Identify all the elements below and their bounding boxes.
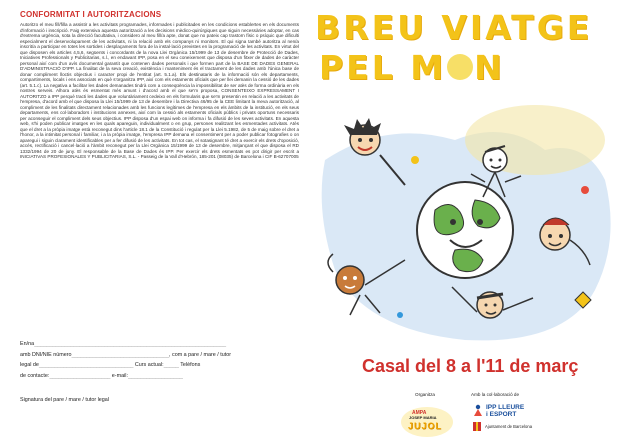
phone-field[interactable]: ____________________ — [49, 372, 111, 379]
dni-suffix: , com a pare / mare / tutor — [169, 351, 232, 358]
title-part-b: N — [474, 48, 505, 87]
name-field[interactable]: _______________________________________________________________ — [34, 341, 226, 347]
form-line-legal — [20, 362, 299, 373]
form-line-contact — [20, 373, 299, 384]
kids-globe-illustration — [305, 100, 625, 350]
ipp-name: IPP LLEURE — [486, 404, 525, 411]
name-label: En/na — [20, 341, 35, 347]
globe-letter-icon — [447, 54, 473, 80]
section-heading: CONFORMITAT I AUTORITZACIONS — [20, 10, 162, 19]
email-field[interactable]: __________________ — [127, 372, 183, 379]
organizer-label: Organitza — [415, 392, 435, 397]
phones-label: Telèfons — [180, 362, 201, 368]
barcelona-shield-icon — [473, 422, 481, 431]
course-field[interactable]: _____ — [163, 362, 179, 368]
email-label: e-mail: — [111, 372, 128, 379]
legal-text: Autoritzo el meu fill/filla a assistir a les activitats programades, informades i publicitades en les condicions establertes en els documents d'informació i inscripció. Faig extensiva aquesta autorització a les decisions mèdico-quirúrgiques que siguin necessàries adoptar, en cas d'extrema urgència, sota la direcció facultativa, i considero al meu fill/a apte, donat que no pateix cap trastorn físic o psíquic que dificulti especialment el desenvolupament de les activitats, ni la relació amb els companys ni monitors. El qui signa també autoritza al nen/a inscrit/a a participar en totes les sortides i desplaçaments fora de la instal·lació previstes en la programació de les activitats. En virtut del que disposen els articles 4,5,6, següents i concordants de la nova Llei Orgànica 15/1999 de 13 de desembre de Protecció de Dades, Iniciatives Professionals y Publicitarias, s.l., en endavant IPP, posa en el seu coneixement que disposa d'un fitxer de dades de caràcter personal així com d'un avís documental garantit que contenen dades personals i que formen part de la BASE DE DADES GENERAL D'ADMINISTRACIÓ D'IPP. La finalitat de la seva creació, existència i manteniment és el tractament de les dades amb l'única base de donar compliment lloctis objectius i caracter propi de l'entitat (art. 5.1.a). Els destinataris de la informació són els departaments, compartiments, locals i ens associats en què s'organitza IPP, així com els estaments oficials que per llei demanin la cessió de les dades (art. 5.1.c). La negativa a facilitar les dades demanades tindrà com a conseqüència la impossibilitat de ser atès de forma ordinària en els nostres serveis. Alhora atès és esmentat més amunt i d'acord amb el que se'm proposa, CONSENTEIXO EXPRESSAMENT I AUTORITZO a IPP perquè tracti les dades que voluntàriament cedeixo en els formularis que se'm presentin en relació a les activitats de l'empresa, d'acord amb el que disposa la Llei 15/1999 de 13 de desembre i la Directiva 46/95 de la CEE limitant la meva autorització, al compliment de les finalitats directament relacionades amb les funcions legítimes de l'empresa en els àmbits de la institució, en els seus departaments, ens col·laboradors i institucions annexes, així com la cessió als estaments oficials públics i privats oportuns necessaris per aconseguir el compliment dels seus objectius. IPP disposa d'un espai web on informa i fa difusió de les seves activitats. En aquesta web, s'hi poden publicar imatges en les quals apareguin, individualment o en grup, persones realitzant les esmentades activitats. Atès que el dret a la pròpia imatge està reconegut dins l'article 18.1 de la Constitució i regulat per la Llei 5.1982, de 5 de maig sobre el dret a l'honor, a la intimitat personal i familiar, i a la pròpia imatge, l'empresa IPP demana el consentiment per a poder publicar fotografies o on aparegui i siguin clarament identificables per a fer difusió de les activitats. En tot cas, el sotasignant té dret a exercir els drets d'oposició, accés, rectificació i cancel·lació a l'àmbit reconegut per la Llei Orgànica 15/1999 de 13 de desembre, mitjançant el que disposa el RD 1332/1994 de 20 de juny. El responsable de la Base de Dades és IPP. Per exercir els drets esmentats es pot dirigir per escrit a INICIATIVAS PROFESIONALES Y PUBLICITARIAS, S.L. - Passeig de la Vall d'Hebrón, 185-201 (08035) de Barcelona i CIF B-62707005 — [20, 22, 299, 160]
city-council-name: Ajuntament de Barcelona — [485, 424, 533, 429]
contact-label: de contacte: — [20, 372, 50, 379]
ampa-school-name: JUJOL — [408, 421, 443, 431]
title-line-2 — [319, 48, 505, 87]
legal-of-label: legal de — [20, 362, 39, 368]
ampa-school-prefix: JOSEP MARIA — [409, 415, 437, 420]
consent-form — [20, 341, 299, 408]
signature-label: Signatura del pare / mare / tutor legal — [20, 397, 109, 403]
ampa-name: AMPA — [412, 410, 427, 416]
title-part-a: PEL M — [319, 48, 447, 87]
globe-icon — [417, 182, 513, 278]
authorization-form-panel — [0, 0, 305, 441]
event-date: Casal del 8 a l'11 de març — [362, 356, 579, 376]
dni-label: amb DNI/NIE número — [20, 351, 72, 358]
ipp-logo-icon — [473, 404, 483, 416]
course-label: Curs actual: — [134, 362, 164, 368]
form-line-name — [20, 341, 299, 352]
ipp-subtitle: i ESPORT — [486, 411, 517, 418]
collaboration-label: Amb la col·laboració de — [471, 392, 520, 397]
child-name-field[interactable]: _______________________________ — [38, 362, 134, 368]
cover-panel — [305, 0, 625, 441]
form-line-dni — [20, 352, 299, 363]
dni-field[interactable]: ________________________________ — [71, 351, 169, 358]
title-line-1: BREU VIATGE — [315, 8, 593, 47]
